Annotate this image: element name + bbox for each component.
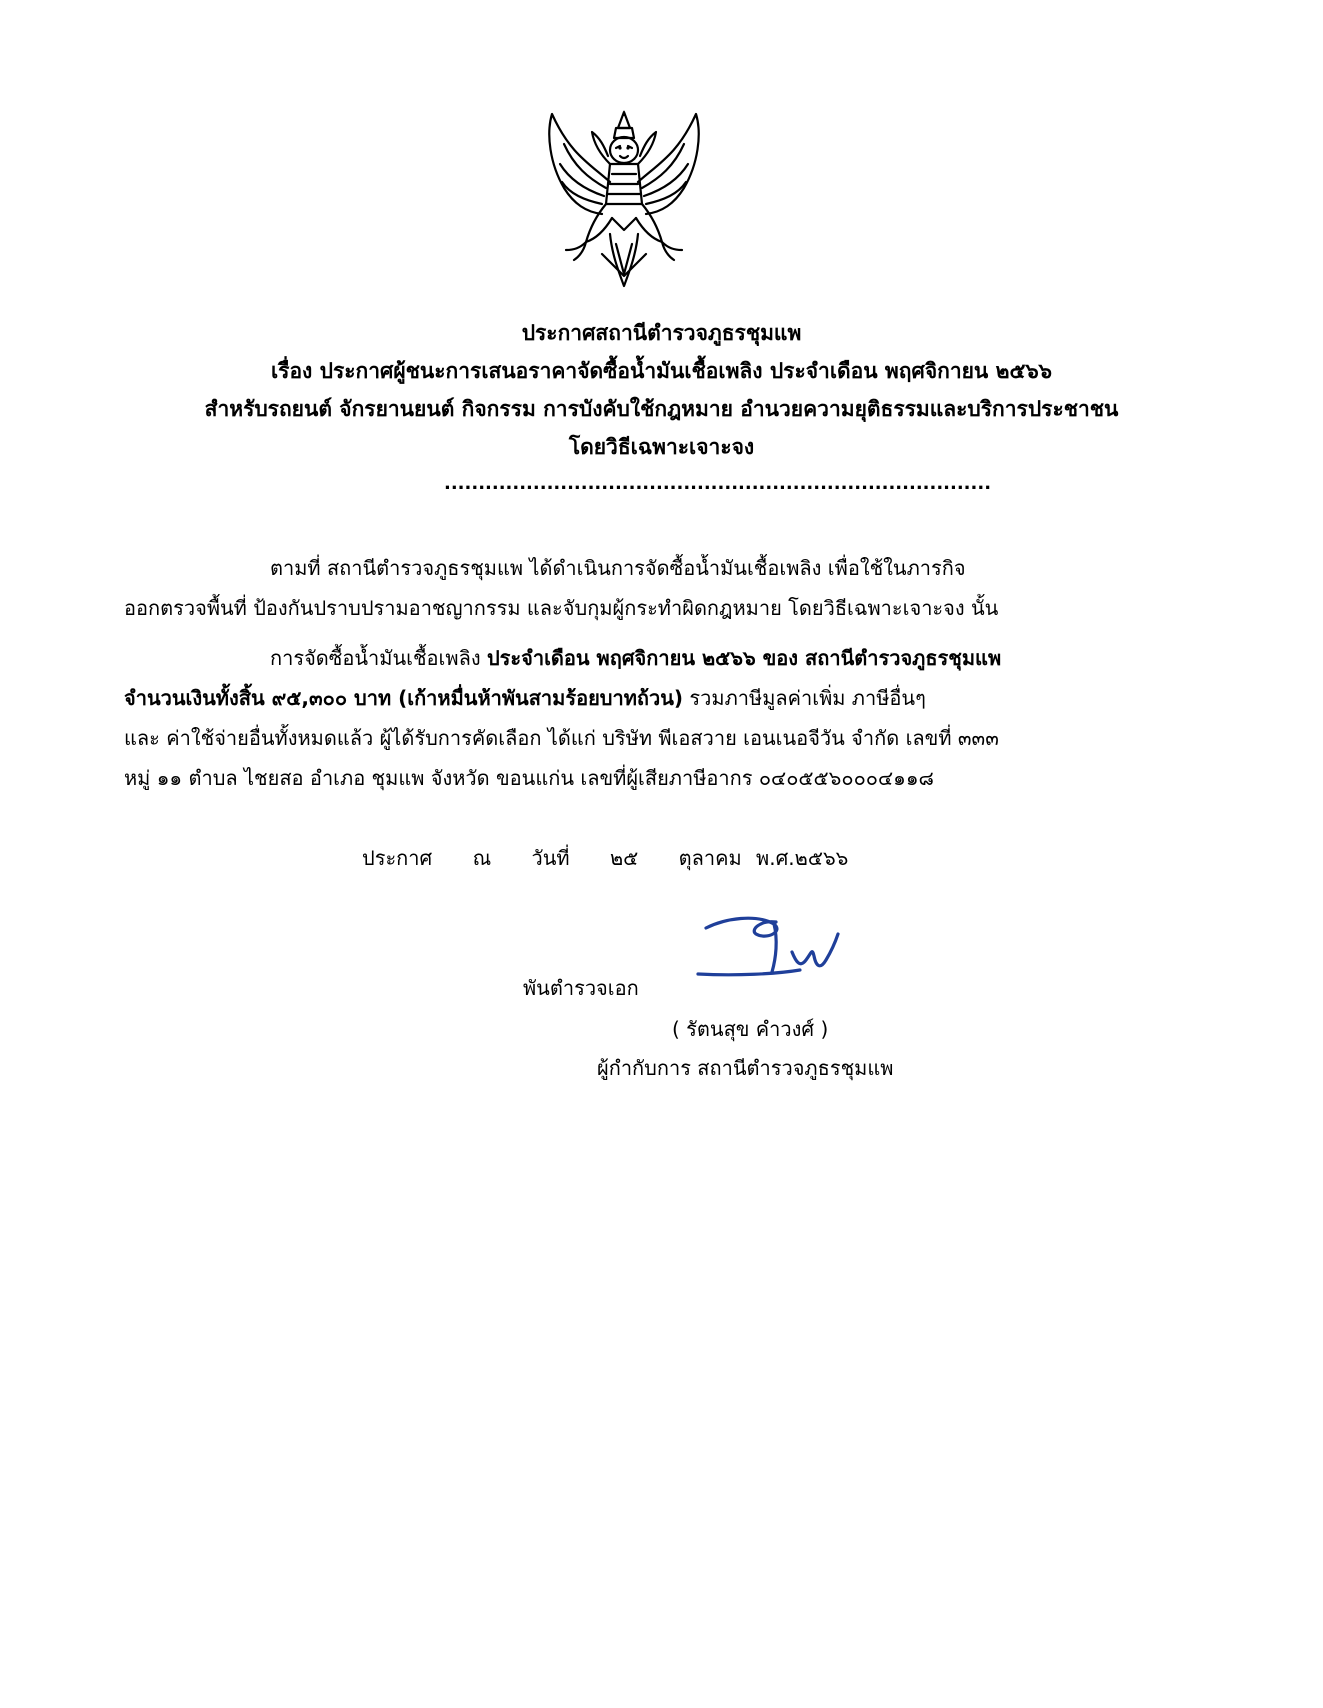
announcement-day-label: วันที่ bbox=[531, 846, 570, 870]
paragraph-1-line-2: ออกตรวจพื้นที่ ป้องกันปราบปรามอาชญากรรม และจับกุมผู้กระทำผิดกฎหมาย โดยวิธีเฉพาะเจาะจง นั้น bbox=[124, 596, 999, 620]
heading-subject: เรื่อง ประกาศผู้ชนะการเสนอราคาจัดซื้อน้ำมันเชื้อเพลิง ประจำเดือน พฤศจิกายน ๒๕๖๖ bbox=[270, 359, 1052, 383]
announcement-word: ประกาศ bbox=[362, 846, 433, 870]
paragraph-2-amount: จำนวนเงินทั้งสิ้น ๙๕,๓๐๐ บาท (เก้าหมื่นห้าพันสามร้อยบาทถ้วน) bbox=[124, 686, 684, 710]
announcement-month: ตุลาคม bbox=[678, 846, 742, 870]
paragraph-2-line-4: หมู่ ๑๑ ตำบล ไชยสอ อำเภอ ชุมแพ จังหวัด ขอนแก่น เลขที่ผู้เสียภาษีอากร ๐๔๐๕๕๖๐๐๐๔๑๑๘ bbox=[124, 766, 934, 790]
paragraph-2 bbox=[124, 638, 1199, 798]
paragraph-2-line-2-plain: รวมภาษีมูลค่าเพิ่ม ภาษีอื่นๆ bbox=[683, 686, 926, 710]
paragraph-2-line-2 bbox=[124, 678, 1199, 718]
paragraph-2-line-3: และ ค่าใช้จ่ายอื่นทั้งหมดแล้ว ผู้ได้รับการคัดเลือก ได้แก่ บริษัท พีเอสวาย เอนเนอจีวัน จำกัด เลขที่ ๓๓๓ bbox=[124, 726, 999, 750]
signatory-rank: พันตำรวจเอก bbox=[523, 976, 639, 1000]
paragraph-2-line-1 bbox=[124, 638, 1199, 678]
announcement-at: ณ bbox=[472, 846, 492, 870]
announcement-year: พ.ศ.๒๕๖๖ bbox=[756, 846, 849, 870]
handwritten-signature bbox=[696, 900, 856, 982]
heading-line-4: โดยวิธีเฉพาะเจาะจง bbox=[568, 435, 755, 459]
heading-divider: ................................................................................ bbox=[444, 473, 992, 494]
heading-line-1: ประกาศสถานีตำรวจภูธรชุมแพ bbox=[521, 321, 802, 345]
signatory-name: ( รัตนสุข คำวงศ์ ) bbox=[672, 1017, 829, 1041]
paragraph-1 bbox=[124, 548, 1199, 628]
heading-line-3: สำหรับรถยนต์ จักรยานยนต์ กิจกรรม การบังคับใช้กฎหมาย อำนวยความยุติธรรมและบริการประชาชน bbox=[204, 397, 1119, 421]
announcement-date bbox=[362, 838, 882, 878]
paragraph-2-line-1-plain: การจัดซื้อน้ำมันเชื้อเพลิง bbox=[270, 646, 487, 670]
announcement-day: ๒๕ bbox=[609, 846, 639, 870]
paragraph-1-line-1: ตามที่ สถานีตำรวจภูธรชุมแพ ได้ดำเนินการจัดซื้อน้ำมันเชื้อเพลิง เพื่อใช้ในภารกิจ bbox=[270, 556, 966, 580]
garuda-emblem-icon bbox=[540, 104, 708, 290]
paragraph-2-line-1-bold: ประจำเดือน พฤศจิกายน ๒๕๖๖ ของ สถานีตำรวจภูธรชุมแพ bbox=[486, 646, 1002, 670]
signatory-title: ผู้กำกับการ สถานีตำรวจภูธรชุมแพ bbox=[597, 1056, 894, 1080]
